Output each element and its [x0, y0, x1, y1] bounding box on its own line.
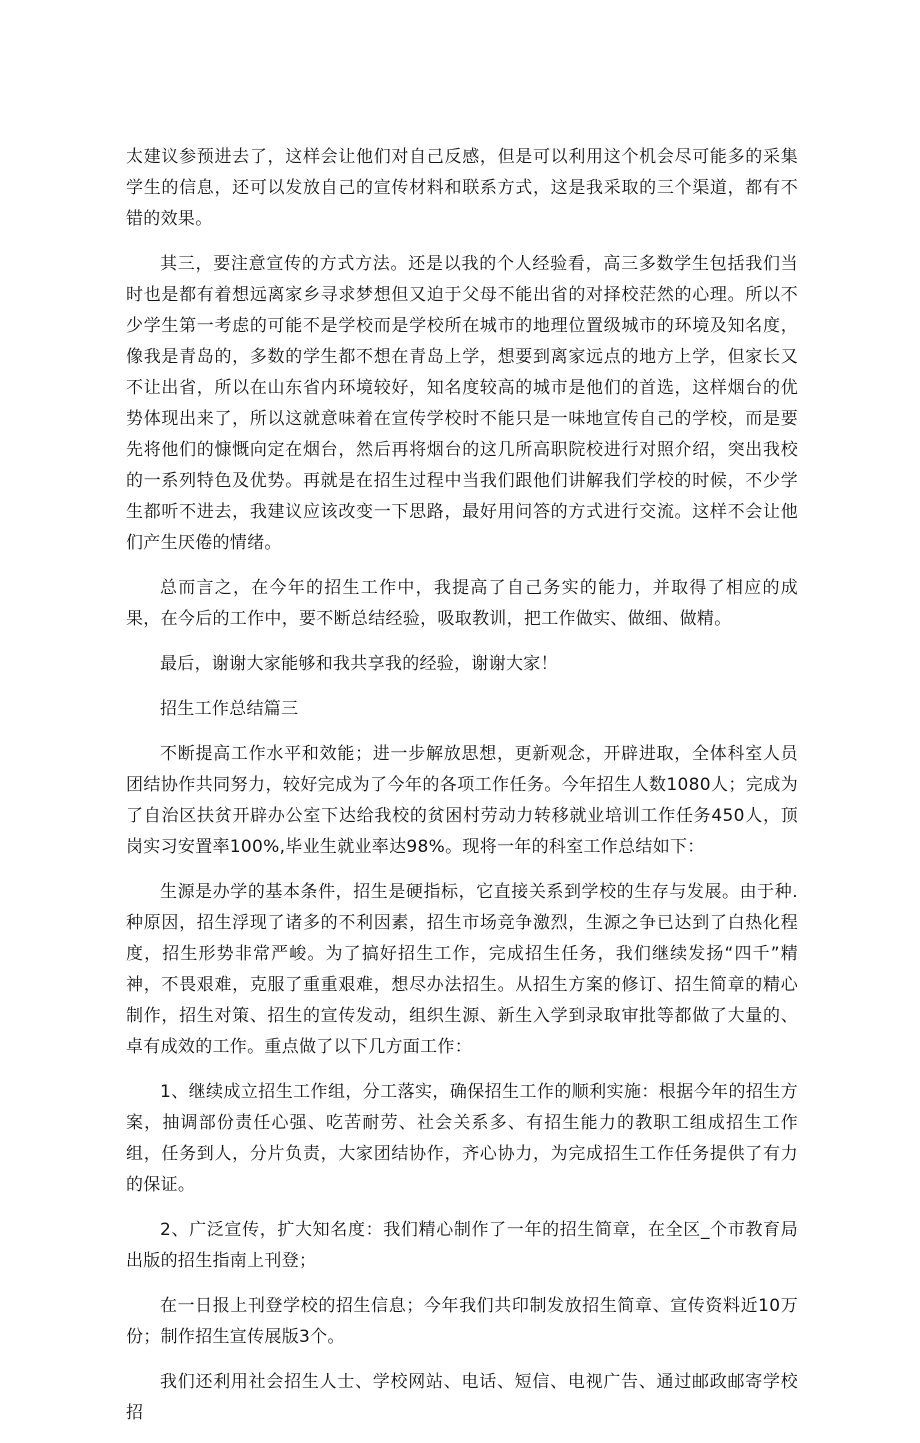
paragraph-item-1: 1、继续成立招生工作组，分工落实，确保招生工作的顺利实施：根据今年的招生方案，抽调部份责任心强、吃苦耐劳、社会关系多、有招生能力的教职工组成招生工作组，任务到人，分片负责，大家团结协作，齐心协力，为完成招生工作任务提供了有力的保证。 [126, 1082, 798, 1195]
paragraph-enrollment-basis: 生源是办学的基本条件，招生是硬指标，它直接关系到学校的生存与发展。由于种.种原因，招生浮现了诸多的不利因素，招生市场竞争激烈，生源之争已达到了白热化程度，招生形势非常严峻。为了搞好招生工作，完成招生任务，我们继续发扬“四千”精神，不畏艰难，克服了重重艰难，想尽办法招生。从招生方案的修订、招生简章的精心制作，招生对策、招生的宣传发动，组织生源、新生入学到录取审批等都做了大量的、卓有成效的工作。重点做了以下几方面工作： [126, 882, 798, 1057]
paragraph-continuation: 太建议参预进去了，这样会让他们对自己反感，但是可以利用这个机会尽可能多的采集学生的信息，还可以发放自己的宣传材料和联系方式，这是我采取的三个渠道，都有不错的效果。 [126, 147, 798, 229]
paragraph-third-point: 其三，要注意宣传的方式方法。还是以我的个人经验看，高三多数学生包括我们当时也是都有着想远离家乡寻求梦想但又迫于父母不能出省的对择校茫然的心理。所以不少学生第一考虑的可能不是学校而是学校所在城市的地理位置级城市的环境及知名度，像我是青岛的，多数的学生都不想在青岛上学，想要到离家远点的地方上学，但家长又不让出省，所以在山东省内环境较好，知名度较高的城市是他们的首选，这样烟台的优势体现出来了，所以这就意味着在宣传学校时不能只是一味地宣传自己的学校，而是要先将他们的慷慨向定在烟台，然后再将烟台的这几所高职院校进行对照介绍，突出我校的一系列特色及优势。再就是在招生过程中当我们跟他们讲解我们学校的时候，不少学生都听不进去，我建议应该改变一下思路，最好用问答的方式进行交流。这样不会让他们产生厌倦的情绪。 [126, 254, 798, 553]
paragraph-summary: 总而言之，在今年的招生工作中，我提高了自己务实的能力，并取得了相应的成果，在今后的工作中，要不断总结经验，吸取教训，把工作做实、做细、做精。 [126, 578, 798, 629]
section-heading: 招生工作总结篇三 [160, 699, 299, 719]
paragraph-thanks: 最后，谢谢大家能够和我共享我的经验，谢谢大家！ [160, 654, 558, 674]
document-body [126, 142, 798, 1443]
paragraph-channels: 我们还利用社会招生人士、学校网站、电话、短信、电视广告、通过邮政邮寄学校招 [126, 1372, 798, 1423]
paragraph-item-2: 2、广泛宣传，扩大知名度：我们精心制作了一年的招生简章，在全区_个市教育局出版的招生指南上刊登； [126, 1220, 798, 1271]
paragraph-overview: 不断提高工作水平和效能；进一步解放思想，更新观念，开辟进取，全体科室人员团结协作共同努力，较好完成为了今年的各项工作任务。今年招生人数1080人；完成为了自治区扶贫开辟办公室下达给我校的贫困村劳动力转移就业培训工作任务450人，顶岗实习安置率100%,毕业生就业率达98%。现将一年的科室工作总结如下： [126, 744, 798, 857]
paragraph-publicity: 在一日报上刊登学校的招生信息；今年我们共印制发放招生简章、宣传资料近10万份；制作招生宣传展版3个。 [126, 1296, 798, 1347]
